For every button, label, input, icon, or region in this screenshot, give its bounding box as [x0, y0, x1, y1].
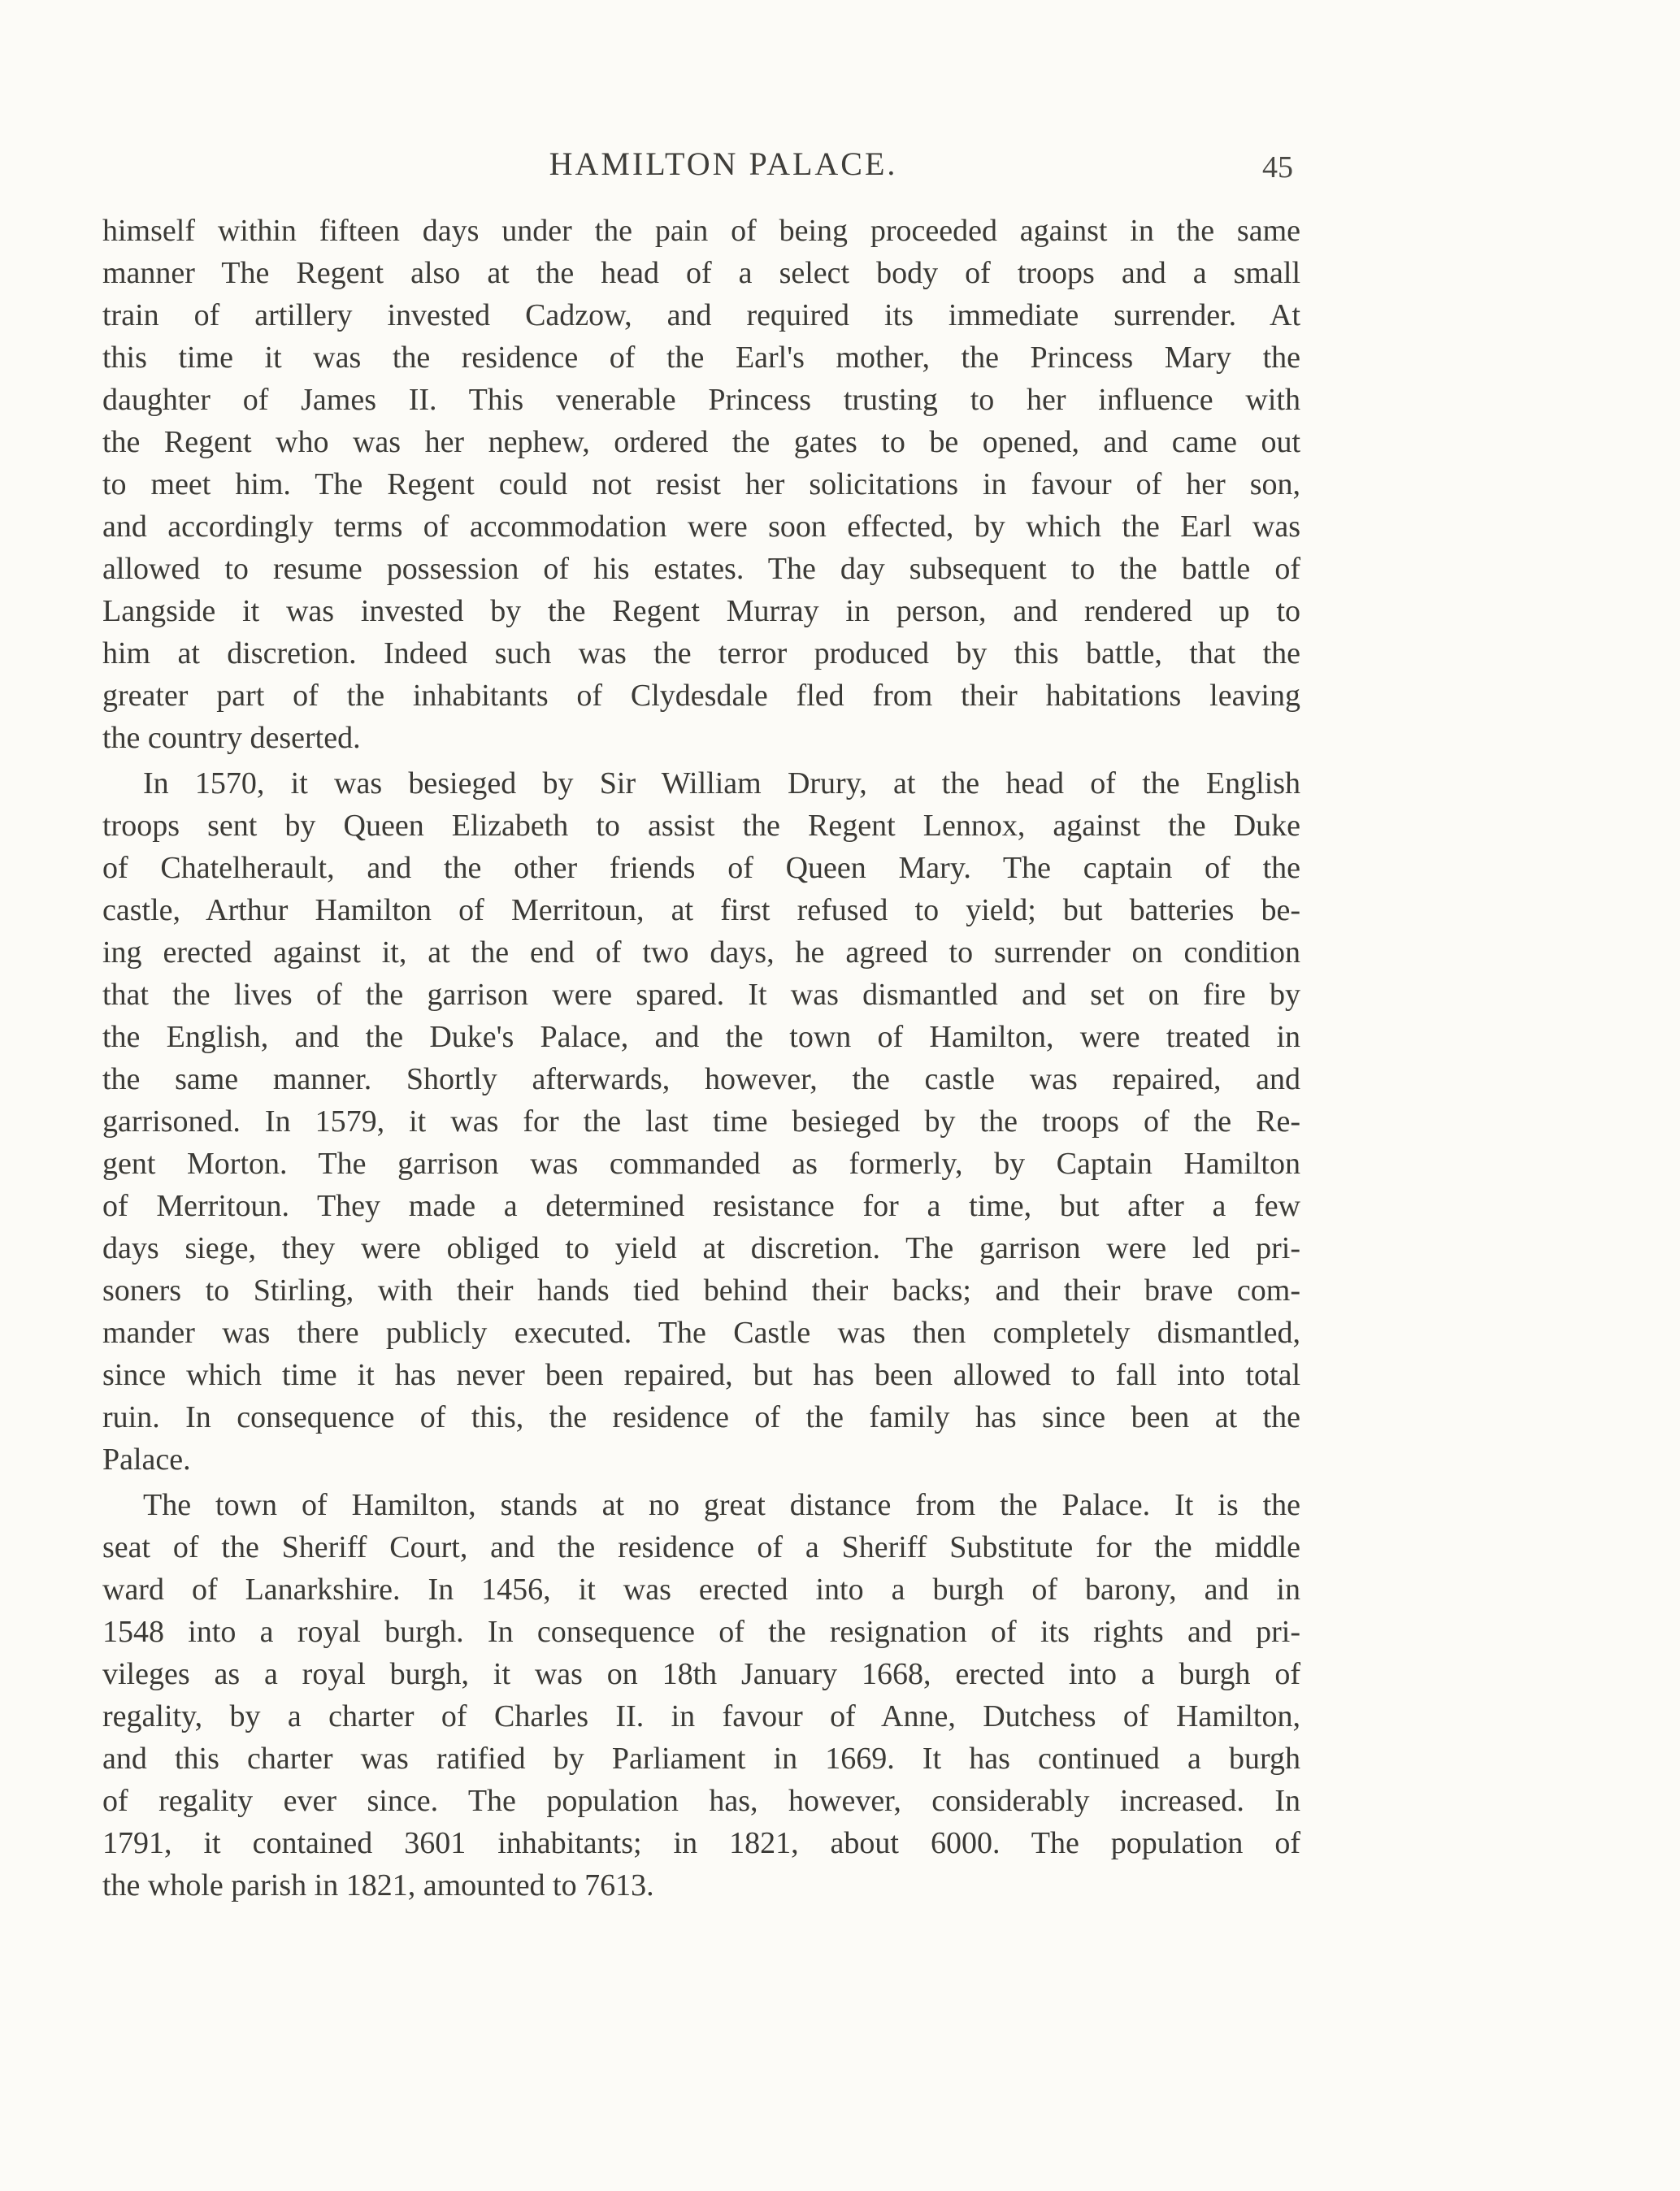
text-line: the whole parish in 1821, amounted to 7613.: [102, 1868, 654, 1902]
text-line: garrisoned. In 1579, it was for the last time besieged by the troops of the Re-: [102, 1104, 1300, 1139]
text-line: the Regent who was her nephew, ordered the gates to be opened, and came out: [102, 425, 1300, 459]
text-line: allowed to resume possession of his estates. The day subsequent to the battle of: [102, 552, 1300, 586]
paragraph-town-of-hamilton: [102, 1484, 1300, 1907]
text-line: ward of Lanarkshire. In 1456, it was erected into a burgh of barony, and in: [102, 1573, 1300, 1607]
page-number: 45: [1262, 150, 1293, 184]
text-line: 1791, it contained 3601 inhabitants; in 1821, about 6000. The population of: [102, 1826, 1300, 1860]
text-line: himself within fifteen days under the pain of being proceeded against in the same: [102, 214, 1300, 248]
text-line: vileges as a royal burgh, it was on 18th January 1668, erected into a burgh of: [102, 1657, 1300, 1691]
text-line: regality, by a charter of Charles II. in favour of Anne, Dutchess of Hamilton,: [102, 1699, 1300, 1733]
text-line: Langside it was invested by the Regent Murray in person, and rendered up to: [102, 594, 1300, 628]
text-line: train of artillery invested Cadzow, and required its immediate surrender. At: [102, 298, 1300, 332]
text-line: castle, Arthur Hamilton of Merritoun, at first refused to yield; but batteries be-: [102, 893, 1300, 927]
body-text: [102, 210, 1300, 1907]
text-line: the English, and the Duke's Palace, and the town of Hamilton, were treated in: [102, 1020, 1300, 1054]
text-line: that the lives of the garrison were spared. It was dismantled and set on fire by: [102, 978, 1300, 1012]
text-line: the same manner. Shortly afterwards, however, the castle was repaired, and: [102, 1062, 1300, 1096]
text-line: this time it was the residence of the Earl's mother, the Princess Mary the: [102, 341, 1300, 375]
text-line: since which time it has never been repaired, but has been allowed to fall into total: [102, 1358, 1300, 1392]
paragraph-cadzow-surrender: [102, 210, 1300, 759]
running-header: [0, 145, 1680, 193]
text-line: and accordingly terms of accommodation were soon effected, by which the Earl was: [102, 510, 1300, 544]
text-line: seat of the Sheriff Court, and the residence of a Sheriff Substitute for the middle: [102, 1530, 1300, 1564]
text-line: 1548 into a royal burgh. In consequence of the resignation of its rights and pri-: [102, 1615, 1300, 1649]
text-line: him at discretion. Indeed such was the terror produced by this battle, that the: [102, 636, 1300, 670]
text-line: days siege, they were obliged to yield at discretion. The garrison were led pri-: [102, 1231, 1300, 1265]
text-line: daughter of James II. This venerable Princess trusting to her influence with: [102, 383, 1300, 417]
text-line: troops sent by Queen Elizabeth to assist the Regent Lennox, against the Duke: [102, 809, 1300, 843]
text-line: ing erected against it, at the end of two days, he agreed to surrender on condition: [102, 935, 1300, 970]
paragraph-siege-1570: [102, 762, 1300, 1481]
text-line: of Merritoun. They made a determined resistance for a time, but after a few: [102, 1189, 1300, 1223]
text-line: and this charter was ratified by Parliament in 1669. It has continued a burgh: [102, 1742, 1300, 1776]
text-line: of Chatelherault, and the other friends of Queen Mary. The captain of the: [102, 851, 1300, 885]
text-line: soners to Stirling, with their hands tied behind their backs; and their brave com-: [102, 1273, 1300, 1308]
text-line: manner The Regent also at the head of a select body of troops and a small: [102, 256, 1300, 290]
text-line: gent Morton. The garrison was commanded as formerly, by Captain Hamilton: [102, 1147, 1300, 1181]
text-line: of regality ever since. The population has, however, considerably increased. In: [102, 1784, 1300, 1818]
text-line: The town of Hamilton, stands at no great distance from the Palace. It is the: [143, 1488, 1300, 1522]
text-line: In 1570, it was besieged by Sir William Drury, at the head of the English: [143, 766, 1300, 800]
text-line: to meet him. The Regent could not resist her solicitations in favour of her son,: [102, 467, 1300, 501]
text-line: ruin. In consequence of this, the residence of the family has since been at the: [102, 1400, 1300, 1434]
text-line: Palace.: [102, 1443, 191, 1477]
running-title: HAMILTON PALACE.: [549, 145, 898, 182]
text-line: mander was there publicly executed. The Castle was then completely dismantled,: [102, 1316, 1300, 1350]
text-line: the country deserted.: [102, 721, 361, 755]
text-line: greater part of the inhabitants of Clydesdale fled from their habitations leaving: [102, 679, 1300, 713]
